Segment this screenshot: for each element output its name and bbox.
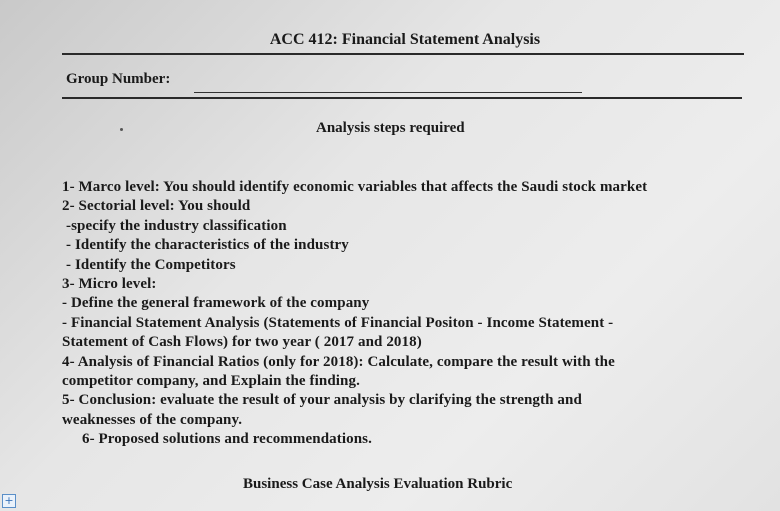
step-6-proposed-solutions: 6- Proposed solutions and recommendations.	[82, 431, 372, 448]
step-4-financial-ratios: 4- Analysis of Financial Ratios (only for 2018): Calculate, compare the result with the	[62, 353, 615, 370]
group-divider	[62, 97, 742, 99]
step-3-item-framework: - Define the general framework of the company	[62, 295, 370, 312]
step-3-micro-level: 3- Micro level:	[62, 276, 157, 293]
plus-icon[interactable]: +	[2, 494, 16, 508]
stray-mark	[120, 128, 123, 131]
title-divider	[62, 53, 744, 55]
step-2-item-industry-classification: -specify the industry classification	[66, 217, 287, 234]
step-5-conclusion-cont: weaknesses of the company.	[62, 411, 243, 428]
document-title: ACC 412: Financial Statement Analysis	[269, 31, 541, 48]
group-number-blank-line	[194, 92, 582, 93]
step-1-macro-level: 1- Marco level: You should identify economic variables that affects the Saudi stock market	[62, 179, 648, 195]
step-5-conclusion: 5- Conclusion: evaluate the result of your analysis by clarifying the strength and	[62, 392, 582, 409]
rubric-heading: Business Case Analysis Evaluation Rubric	[243, 476, 513, 492]
step-2-sectorial-level: 2- Sectorial level: You should	[62, 198, 251, 215]
analysis-steps-heading: Analysis steps required	[316, 120, 465, 136]
analysis-steps-list	[62, 178, 752, 450]
group-number-label: Group Number:	[66, 71, 171, 87]
step-3-item-financial-statement-analysis: - Financial Statement Analysis (Statements of Financial Positon - Income Statement -	[62, 314, 614, 331]
step-2-item-competitors: - Identify the Competitors	[66, 256, 236, 273]
step-3-item-financial-statement-analysis-cont: Statement of Cash Flows) for two year ( 2017 and 2018)	[62, 334, 422, 351]
step-2-item-industry-characteristics: - Identify the characteristics of the industry	[66, 237, 349, 254]
step-4-financial-ratios-cont: competitor company, and Explain the finding.	[62, 373, 360, 390]
